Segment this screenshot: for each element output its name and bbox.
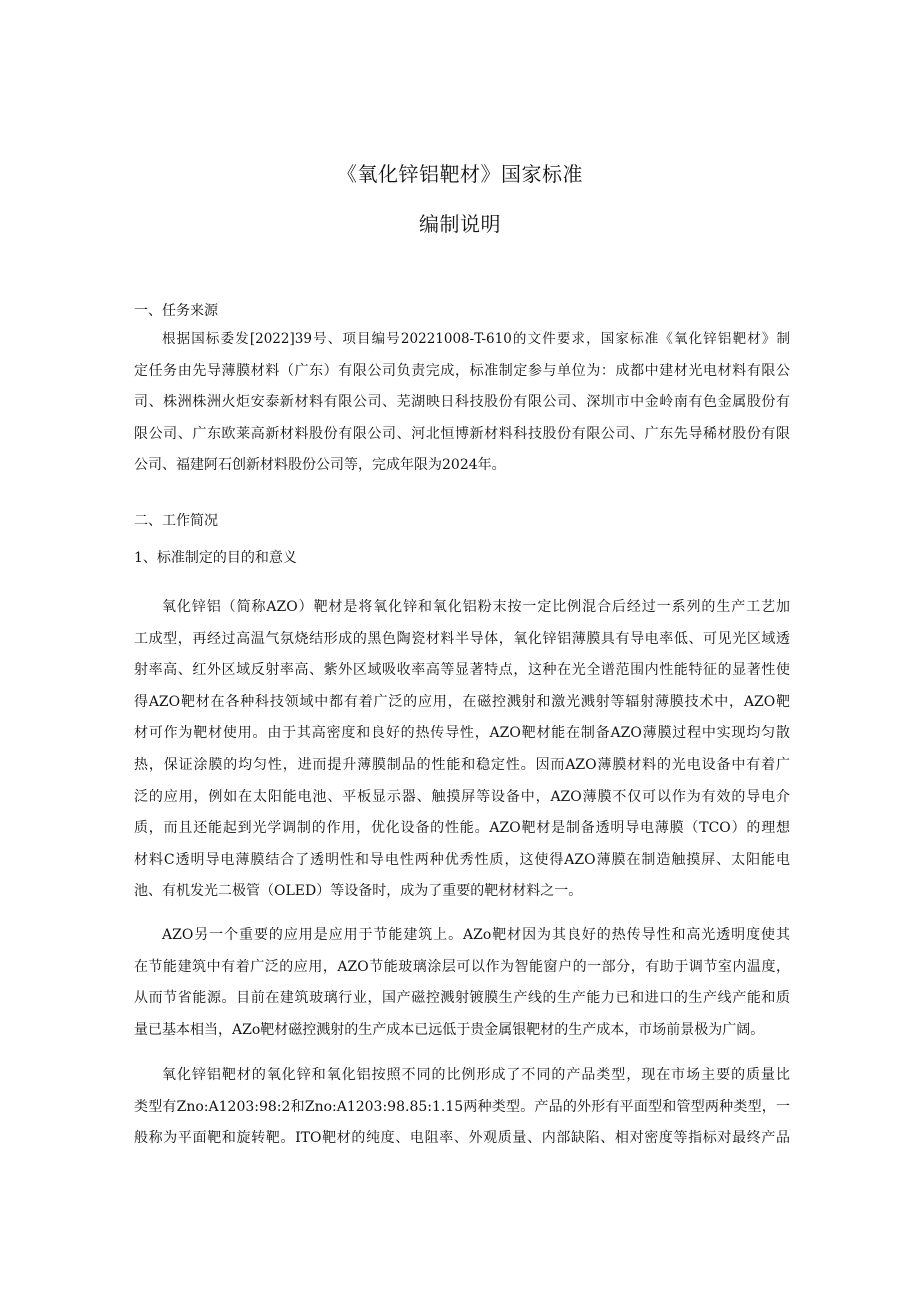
- document-title: 《氧化锌铝靶材》国家标准: [337, 162, 583, 186]
- text-line: 质，而且还能起到光学调制的作用，优化设备的性能。AZO靶材是制备透明导电薄膜（TCO）的理想: [134, 820, 790, 837]
- text-line: 根据国标委发[2022]39号、项目编号20221008-T-610的文件要求，国家标准《氧化锌铝靶材》制: [162, 331, 790, 347]
- text-line: 类型有Zno:A1203:98:2和Zno:A1203:98.85:1.15两种类型。产品的外形有平面型和管型两种类型，一: [134, 1098, 790, 1115]
- text-line: 公司、福建阿石创新材料股份公司等，完成年限为2024年。: [134, 457, 506, 474]
- text-line: 热，保证涂膜的均匀性，进而提升薄膜制品的性能和稳定性。因而AZO薄膜材料的光电设备中有着广: [134, 756, 790, 773]
- section-2-heading: 二、工作简况: [134, 513, 218, 529]
- section-2-1-heading: 1、标准制定的目的和意义: [134, 550, 297, 566]
- section-1-heading: 一、任务来源: [134, 303, 218, 319]
- text-line: 从而节省能源。目前在建筑玻璃行业，国产磁控溅射镀膜生产线的生产能力已和进口的生产线产能和质: [134, 990, 790, 1007]
- text-line: 氧化锌铝靶材的氧化锌和氧化铝按照不同的比例形成了不同的产品类型，现在市场主要的质量比: [162, 1067, 790, 1083]
- document-subtitle: 编制说明: [419, 212, 501, 236]
- text-line: 射率高、红外区域反射率高、紫外区域吸收率高等显著特点，这种在光全谱范围内性能特征的显著性使: [134, 662, 790, 679]
- text-line: 氧化锌铝（简称AZO）靶材是将氧化锌和氧化铝粉末按一定比例混合后经过一系列的生产工艺加: [162, 599, 790, 615]
- text-line: 量已基本相当，AZo靶材磁控溅射的生产成本已远低于贵金属银靶材的生产成本，市场前景极为广阔。: [134, 1021, 765, 1038]
- section-1-paragraph: [134, 324, 790, 482]
- text-line: 材可作为靶材使用。由于其高密度和良好的热传导性，AZO靶材能在制备AZO薄膜过程中实现均匀散: [134, 725, 790, 742]
- text-line: AZO另一个重要的应用是应用于节能建筑上。AZo靶材因为其良好的热传导性和高光透明度使其: [162, 927, 790, 943]
- text-line: 在节能建筑中有着广泛的应用，AZO节能玻璃涂层可以作为智能窗户的一部分，有助于调节室内温度，: [134, 958, 790, 975]
- paragraph-energy-saving: [134, 920, 790, 1046]
- text-line: 工成型，再经过高温气氛烧结形成的黑色陶瓷材料半导体，氧化锌铝薄膜具有导电率低、可见光区域透: [134, 630, 790, 647]
- text-line: 限公司、广东欧莱高新材料股份有限公司、河北恒博新材料科技股份有限公司、广东先导稀材股份有限: [134, 425, 790, 442]
- text-line: 池、有机发光二极管（OLED）等设备时，成为了重要的靶材材料之一。: [134, 883, 583, 900]
- text-line: 材料C透明导电薄膜结合了透明性和导电性两种优秀性质，这使得AZO薄膜在制造触摸屏、太阳能电: [134, 851, 790, 868]
- text-line: 定任务由先导薄膜材料（广东）有限公司负责完成，标准制定参与单位为：成都中建材光电材料有限公: [134, 362, 790, 379]
- text-line: 般称为平面靶和旋转靶。ITO靶材的纯度、电阻率、外观质量、内部缺陷、相对密度等指标对最终产品: [134, 1130, 790, 1147]
- text-line: 司、株洲株洲火炬安泰新材料有限公司、芜湖映日科技股份有限公司、深圳市中金岭南有色金属股份有: [134, 394, 790, 411]
- text-line: 泛的应用，例如在太阳能电池、平板显示器、触摸屏等设备中，AZO薄膜不仅可以作为有效的导电介: [134, 788, 790, 805]
- paragraph-azo-intro: [134, 592, 790, 908]
- text-line: 得AZO靶材在各种科技领域中都有着广泛的应用，在磁控溅射和激光溅射等辐射薄膜技术中，AZO靶: [134, 693, 790, 710]
- paragraph-product-types: [134, 1060, 790, 1155]
